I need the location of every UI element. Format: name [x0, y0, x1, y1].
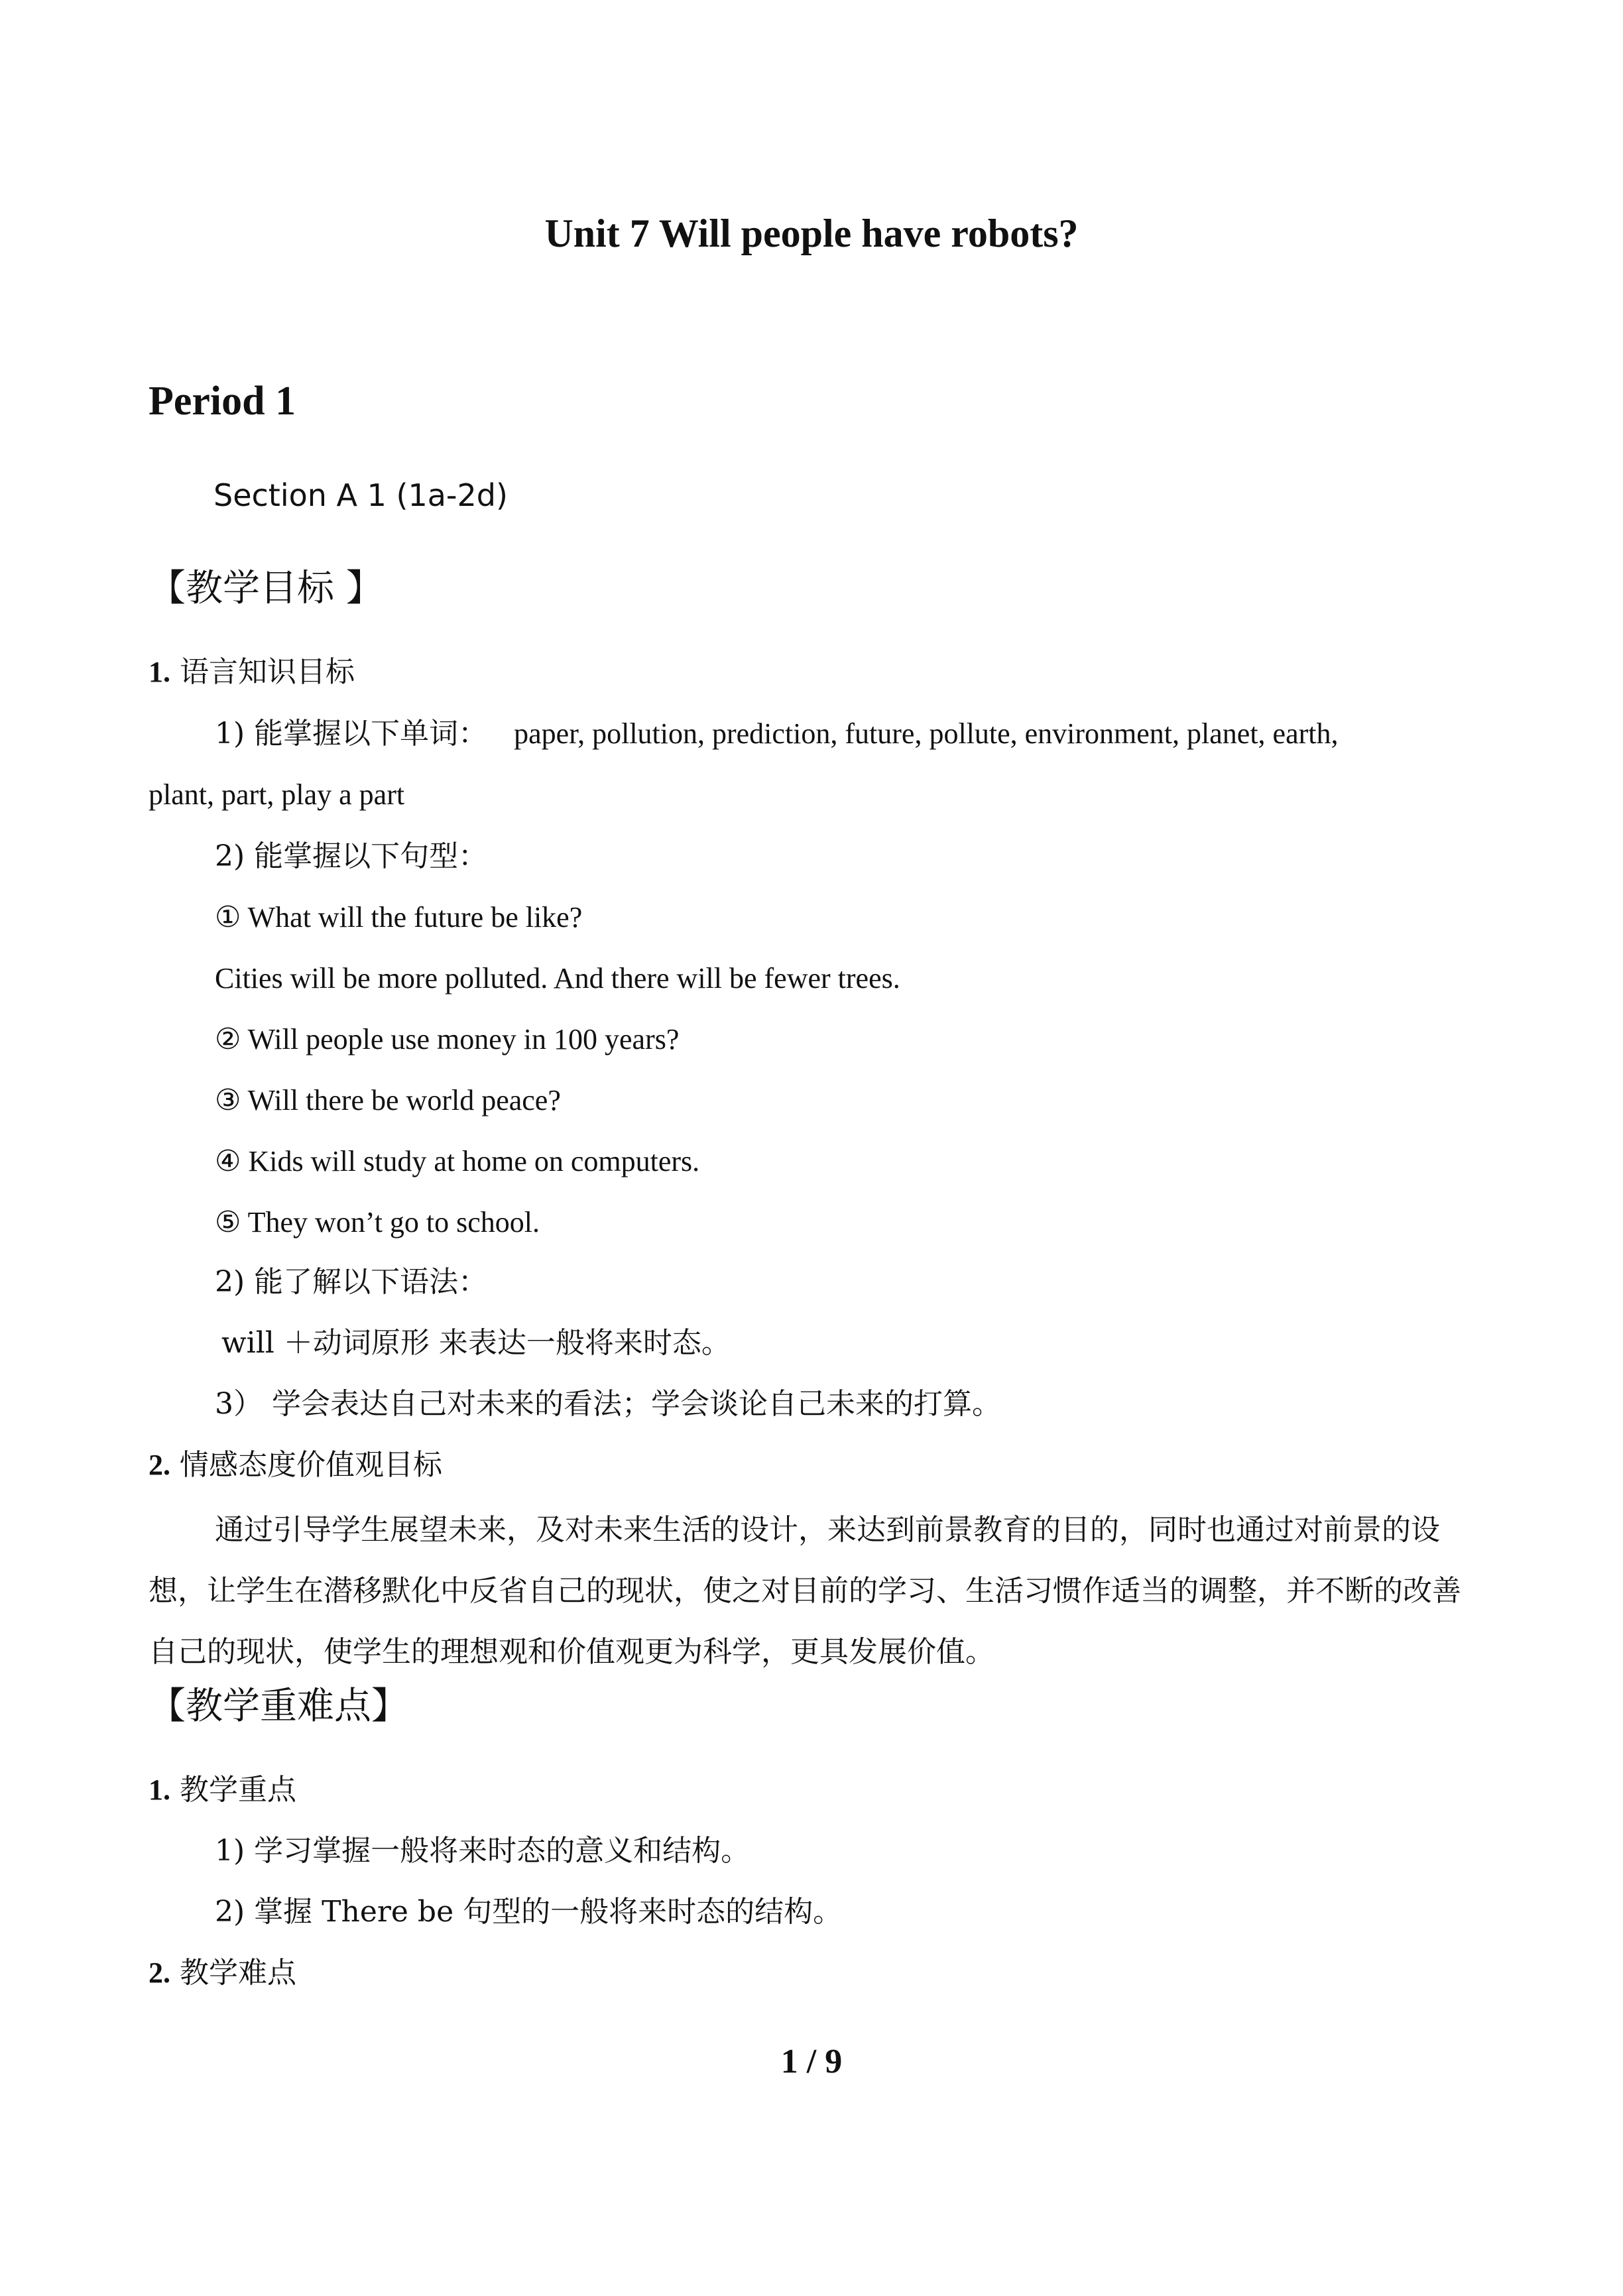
sentence-patterns-label: 2) 能掌握以下句型：: [215, 839, 488, 873]
grammar-rule: will ＋动词原形 来表达一般将来时态。: [221, 1326, 731, 1360]
sentence-pattern: Cities will be more polluted. And there will be fewer trees.: [215, 962, 900, 995]
key-difficulty-heading: 【教学重难点】: [149, 1685, 408, 1728]
vocabulary-words-continued: plant, part, play a part: [149, 778, 405, 811]
heading-number: 2.: [149, 1449, 170, 1481]
teaching-focus-heading: [149, 1773, 296, 1807]
heading-text: 教学重点: [180, 1773, 296, 1807]
teaching-focus-item: 1) 学习掌握一般将来时态的意义和结构。: [215, 1834, 751, 1868]
sentence-pattern: ① What will the future be like?: [215, 901, 583, 934]
heading-number: 1.: [149, 1774, 170, 1806]
emotional-goals-heading: [149, 1448, 442, 1482]
expression-goal: 3） 学会表达自己对未来的看法；学会谈论自己未来的打算。: [215, 1387, 1001, 1421]
vocabulary-words: paper, pollution, prediction, future, pollute, environment, planet, earth,: [514, 717, 1339, 750]
teaching-focus-item: 2) 掌握 There be 句型的一般将来时态的结构。: [215, 1895, 843, 1929]
section-label: Section A 1 (1a-2d): [213, 477, 508, 513]
period-heading: Period 1: [149, 379, 296, 424]
heading-text: 教学难点: [180, 1956, 296, 1990]
vocabulary-line: [215, 719, 1338, 749]
grammar-label: 2) 能了解以下语法：: [215, 1265, 488, 1299]
teaching-difficulty-heading: [149, 1956, 296, 1990]
sentence-pattern: ② Will people use money in 100 years?: [215, 1023, 680, 1056]
teaching-goals-heading: 【教学目标 】: [149, 567, 383, 610]
heading-text: 语言知识目标: [180, 655, 355, 689]
vocabulary-label: 1) 能掌握以下单词：: [215, 717, 488, 751]
emotional-goals-paragraph: 通过引导学生展望未来，及对未来生活的设计，来达到前景教育的目的，同时也通过对前景的设想，让学生在潜移默化中反省自己的现状，使之对目前的学习、生活习惯作适当的调整，并不断的改善自己的现状，使学生的理想观和价值观更为科学，更具发展价值。: [149, 1513, 1461, 1669]
sentence-pattern: ⑤ They won’t go to school.: [215, 1206, 540, 1239]
language-knowledge-heading: [149, 655, 355, 689]
sentence-pattern: ④ Kids will study at home on computers.: [215, 1145, 700, 1178]
document-title: Unit 7 Will people have robots?: [544, 211, 1079, 255]
page-number: 1 / 9: [780, 2043, 843, 2081]
heading-text: 情感态度价值观目标: [180, 1448, 442, 1482]
sentence-pattern: ③ Will there be world peace?: [215, 1084, 561, 1117]
heading-number: 2.: [149, 1957, 170, 1989]
heading-number: 1.: [149, 656, 170, 688]
